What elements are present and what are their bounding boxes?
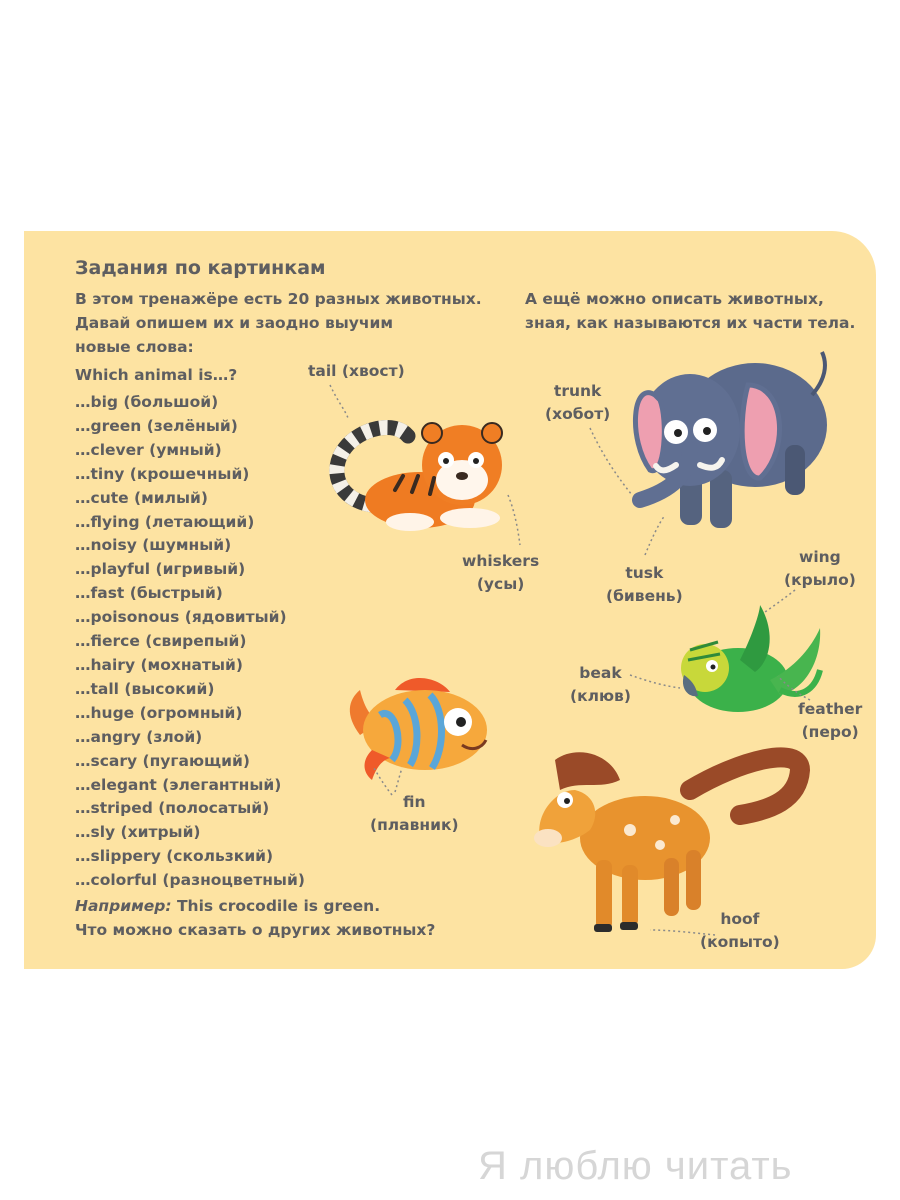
horse-illustration xyxy=(534,752,800,932)
label-hoof xyxy=(700,908,780,954)
page-title: Задания по картинкам xyxy=(75,257,326,279)
label-wing xyxy=(784,546,856,592)
parrot-illustration xyxy=(681,605,820,712)
list-item: …fast (быстрый) xyxy=(75,584,223,603)
label-whiskers xyxy=(462,550,539,596)
label-ru: (клюв) xyxy=(570,687,631,705)
fish-illustration xyxy=(350,678,487,780)
label-ru: (хобот) xyxy=(545,405,611,423)
list-item: …big (большой) xyxy=(75,393,219,411)
intro-line: новые слова: xyxy=(75,338,194,356)
list-item: …slippery (скользкий) xyxy=(75,847,274,866)
intro-right-line: А ещё можно описать животных, xyxy=(525,290,824,308)
label-en: tusk xyxy=(625,564,664,582)
example-question: Что можно сказать о других животных? xyxy=(75,921,436,939)
elephant-illustration xyxy=(635,352,827,528)
label-ru: (плавник) xyxy=(370,816,459,834)
list-item: …hairy (мохнатый) xyxy=(75,655,243,674)
intro-right-text xyxy=(525,287,855,335)
list-item: …tiny (крошечный) xyxy=(75,464,250,483)
label-en: wing xyxy=(799,548,841,566)
intro-line: В этом тренажёре есть 20 разных животных. xyxy=(75,290,482,308)
question-heading: Which animal is…? xyxy=(75,366,238,384)
list-item: …flying (летающий) xyxy=(75,512,255,531)
label-ru: (бивень) xyxy=(606,587,683,605)
label-ru: (крыло) xyxy=(784,571,856,589)
example-label: Например: xyxy=(75,897,172,915)
label-tail: tail (хвост) xyxy=(308,362,405,380)
example-block xyxy=(75,894,435,942)
label-ru: (усы) xyxy=(476,575,525,593)
list-item: …elegant (элегантный) xyxy=(75,775,282,794)
intro-right-line: зная, как называются их части тела. xyxy=(525,314,856,332)
label-ru: (копыто) xyxy=(700,933,780,951)
example-line xyxy=(75,894,435,918)
list-item: …clever (умный) xyxy=(75,440,222,459)
label-fin xyxy=(370,791,459,837)
list-item: …noisy (шумный) xyxy=(75,536,232,555)
list-item: …playful (игривый) xyxy=(75,560,246,579)
label-en: feather xyxy=(798,700,863,718)
label-en: fin xyxy=(403,793,426,811)
adjective-list xyxy=(75,391,305,893)
list-item: …fierce (свирепый) xyxy=(75,632,247,651)
label-en: whiskers xyxy=(462,552,540,570)
list-item: …scary (пугающий) xyxy=(75,751,250,770)
list-item: …angry (злой) xyxy=(75,727,203,746)
watermark: Я люблю читать xyxy=(478,1144,793,1188)
label-tusk xyxy=(606,562,683,608)
example-text: This crocodile is green. xyxy=(171,897,381,915)
label-ru: (перо) xyxy=(801,723,859,741)
list-item: …tall (высокий) xyxy=(75,679,215,698)
intro-line: Давай опишем их и заодно выучим xyxy=(75,314,394,332)
label-en: beak xyxy=(579,664,622,682)
label-en: trunk xyxy=(553,382,602,400)
list-item: …green (зелёный) xyxy=(75,416,238,435)
list-item: …sly (хитрый) xyxy=(75,823,201,842)
list-item: …cute (милый) xyxy=(75,488,208,507)
label-feather xyxy=(798,698,862,744)
list-item: …striped (полосатый) xyxy=(75,799,270,818)
label-beak xyxy=(570,662,631,708)
list-item: …poisonous (ядовитый) xyxy=(75,608,287,627)
intro-text xyxy=(75,287,482,359)
tiger-illustration xyxy=(337,423,502,531)
label-en: hoof xyxy=(720,910,760,928)
label-trunk xyxy=(545,380,610,426)
list-item: …colorful (разноцветный) xyxy=(75,871,305,890)
list-item: …huge (огромный) xyxy=(75,703,243,722)
